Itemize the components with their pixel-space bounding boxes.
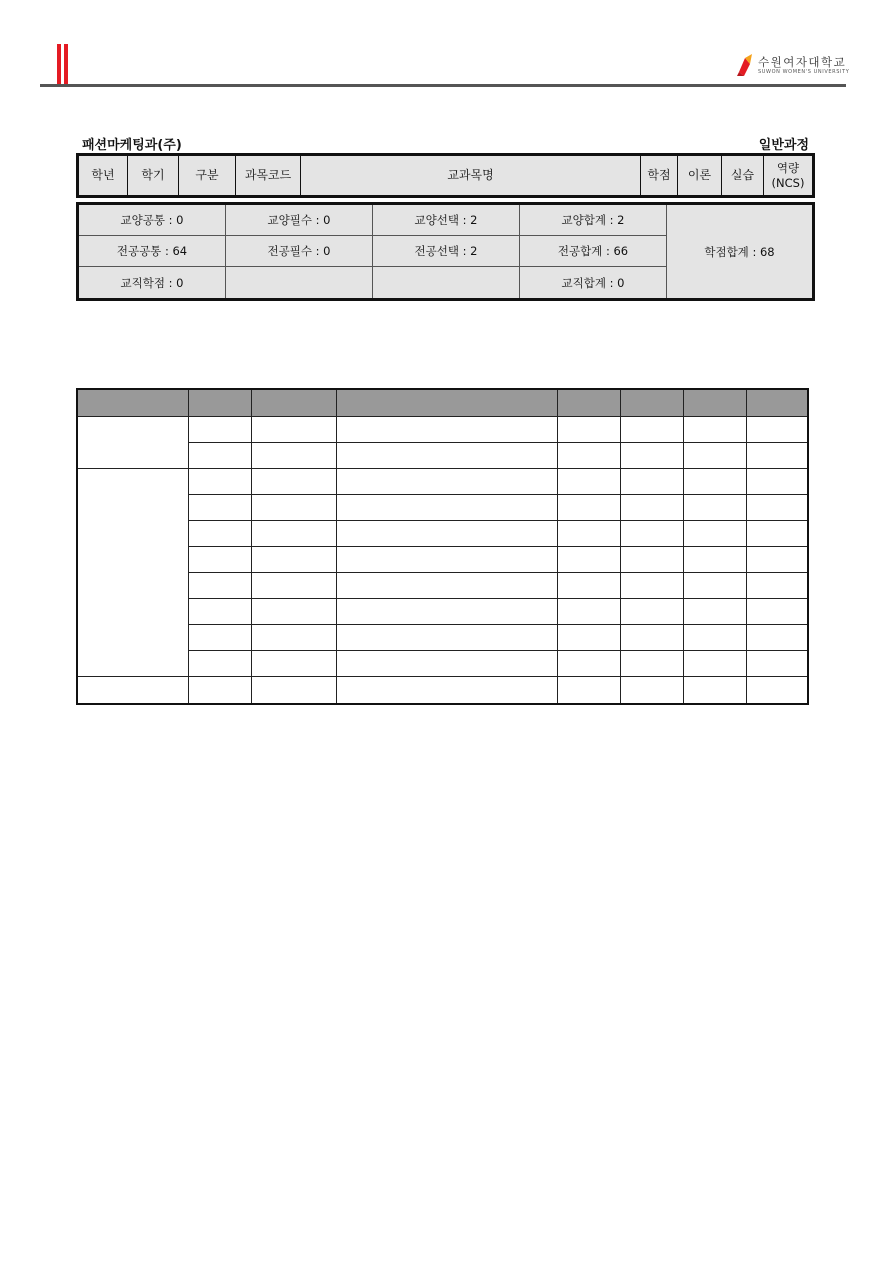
grid-row-line bbox=[78, 416, 807, 417]
col-course-name: 교과목명 bbox=[301, 156, 641, 195]
summary-cell: 전공공통 : 64 bbox=[79, 236, 226, 267]
summary-cell: 전공필수 : 0 bbox=[226, 236, 373, 267]
summary-cell bbox=[226, 267, 373, 298]
col-ncs: 역량 (NCS) bbox=[771, 160, 805, 190]
summary-cell: 교직합계 : 0 bbox=[520, 267, 667, 298]
credit-summary-table bbox=[76, 202, 815, 301]
grid-row-line bbox=[188, 650, 807, 651]
grid-row-line bbox=[188, 494, 807, 495]
summary-cell bbox=[373, 267, 520, 298]
track-title: 일반과정 bbox=[758, 138, 809, 153]
summary-cell: 전공합계 : 66 bbox=[520, 236, 667, 267]
summary-cell: 교양공통 : 0 bbox=[79, 205, 226, 236]
grid-row-line bbox=[78, 468, 807, 469]
header-rule bbox=[40, 84, 846, 87]
grid-row-line bbox=[188, 520, 807, 521]
col-semester: 학기 bbox=[128, 156, 179, 195]
grid-row-line bbox=[188, 546, 807, 547]
logo-flame-icon bbox=[736, 52, 754, 78]
department-title: 패션마케팅과(주) bbox=[82, 138, 182, 153]
grid-row-line bbox=[188, 572, 807, 573]
col-course-code: 과목코드 bbox=[236, 156, 301, 195]
grid-row-line bbox=[188, 442, 807, 443]
col-grade: 학년 bbox=[79, 156, 128, 195]
col-practice: 실습 bbox=[722, 156, 764, 195]
grid-row-line bbox=[78, 676, 807, 677]
university-logo bbox=[736, 52, 850, 78]
university-name-en: SUWON WOMEN'S UNIVERSITY bbox=[758, 69, 850, 75]
col-credits: 학점 bbox=[641, 156, 678, 195]
col-category: 구분 bbox=[179, 156, 236, 195]
grid-row-line bbox=[188, 624, 807, 625]
summary-cell: 교양합계 : 2 bbox=[520, 205, 667, 236]
col-theory: 이론 bbox=[678, 156, 722, 195]
course-table bbox=[76, 388, 809, 705]
header-accent-bars bbox=[57, 44, 69, 84]
summary-cell: 교직학점 : 0 bbox=[79, 267, 226, 298]
summary-cell: 교양선택 : 2 bbox=[373, 205, 520, 236]
grid-row-line bbox=[188, 598, 807, 599]
summary-cell: 교양필수 : 0 bbox=[226, 205, 373, 236]
credit-total: 학점합계 : 68 bbox=[704, 244, 775, 259]
summary-cell: 전공선택 : 2 bbox=[373, 236, 520, 267]
university-name: 수원여자대학교 bbox=[758, 55, 847, 69]
column-header-table bbox=[76, 153, 815, 198]
